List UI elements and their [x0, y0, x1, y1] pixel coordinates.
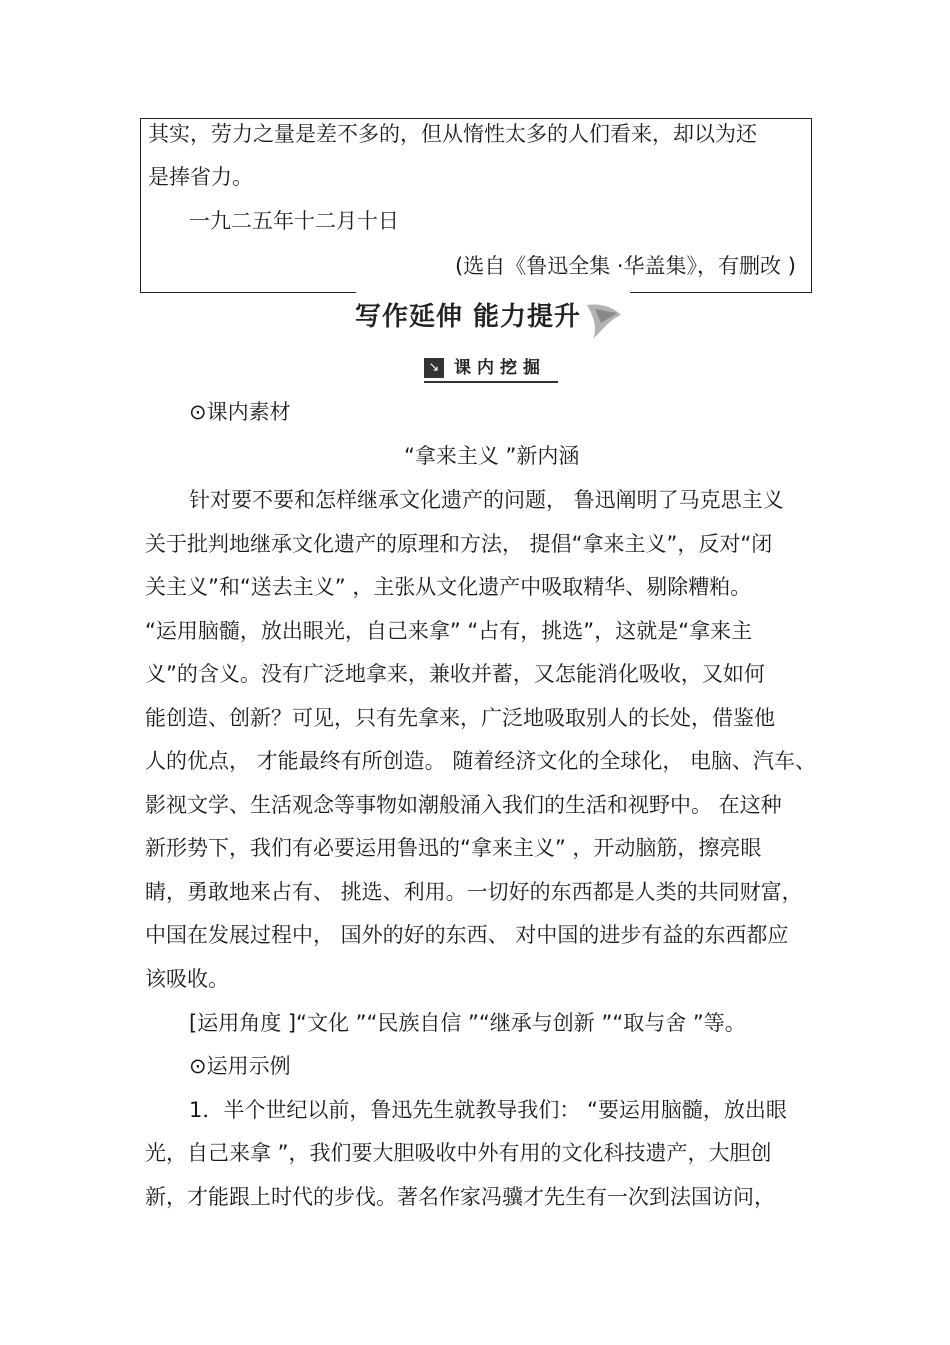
quote-box-bottom-border-left — [140, 292, 356, 293]
paragraph-line: 关主义”和“送去主义” ，主张从文化遗产中吸取精华、剔除糟粕。 — [145, 575, 752, 599]
material-title: “拿来主义 ”新内涵 — [404, 444, 580, 468]
sub-banner — [424, 355, 558, 383]
paragraph-line: 中国在发展过程中， 国外的好的东西、 对中国的进步有益的东西都应 — [145, 923, 789, 947]
sub-banner-underline — [424, 381, 558, 383]
quote-date: 一九二五年十二月十日 — [189, 209, 399, 233]
paragraph-line: 关于批判地继承文化遗产的原理和方法， 提倡“拿来主义”，反对“闭 — [145, 532, 773, 556]
section-banner-title: 写作延伸 能力提升 — [355, 302, 582, 332]
example-heading: ⊙运用示例 — [189, 1054, 291, 1078]
example-line: 新，才能跟上时代的步伐。著名作家冯骥才先生有一次到法国访问， — [145, 1185, 775, 1209]
paragraph-line: 影视文学、生活观念等事物如潮般涌入我们的生活和视野中。 在这种 — [145, 793, 782, 817]
sub-banner-label: 课内挖掘 — [454, 358, 546, 378]
paragraph-line: 该吸收。 — [145, 967, 229, 991]
usage-angle: [运用角度 ]“文化 ”“民族自信 ”“继承与创新 ”“取与舍 ”等。 — [189, 1011, 746, 1035]
paragraph-line: 新形势下，我们有必要运用鲁迅的“拿来主义” ，开动脑筋，擦亮眼 — [145, 836, 762, 860]
paragraph-line: 义”的含义。没有广泛地拿来，兼收并蓄，又怎能消化吸收，又如何 — [145, 662, 765, 686]
quote-source: (选自《鲁迅全集 ·华盖集》，有删改 ) — [455, 254, 796, 278]
quote-line: 其实，劳力之量是差不多的，但从惰性太多的人们看来，却以为还 — [148, 122, 757, 146]
paragraph-line: 针对要不要和怎样继承文化遗产的问题， 鲁迅阐明了马克思主义 — [189, 488, 784, 512]
paragraph-line: 能创造、创新？可见，只有先拿来，广泛地吸取别人的长处，借鉴他 — [145, 706, 775, 730]
example-line: 1．半个世纪以前，鲁迅先生就教导我们： “要运用脑髓，放出眼 — [189, 1098, 787, 1122]
arrow-down-right-icon: ↘ — [424, 358, 444, 378]
example-line: 光，自己来拿 ”，我们要大胆吸收中外有用的文化科技遗产，大胆创 — [145, 1141, 772, 1165]
quote-box-bottom-border-right — [630, 292, 811, 293]
paragraph-line: “运用脑髓，放出眼光，自己来拿” “占有，挑选”，这就是“拿来主 — [145, 619, 753, 643]
paragraph-line: 睛，勇敢地来占有、 挑选、利用。一切好的东西都是人类的共同财富， — [145, 880, 803, 904]
paragraph-line: 人的优点， 才能最终有所创造。 随着经济文化的全球化， 电脑、汽车、 — [145, 749, 817, 773]
section-banner — [355, 299, 625, 343]
material-heading: ⊙课内素材 — [189, 400, 291, 424]
quote-line: 是捧省力。 — [148, 165, 253, 189]
